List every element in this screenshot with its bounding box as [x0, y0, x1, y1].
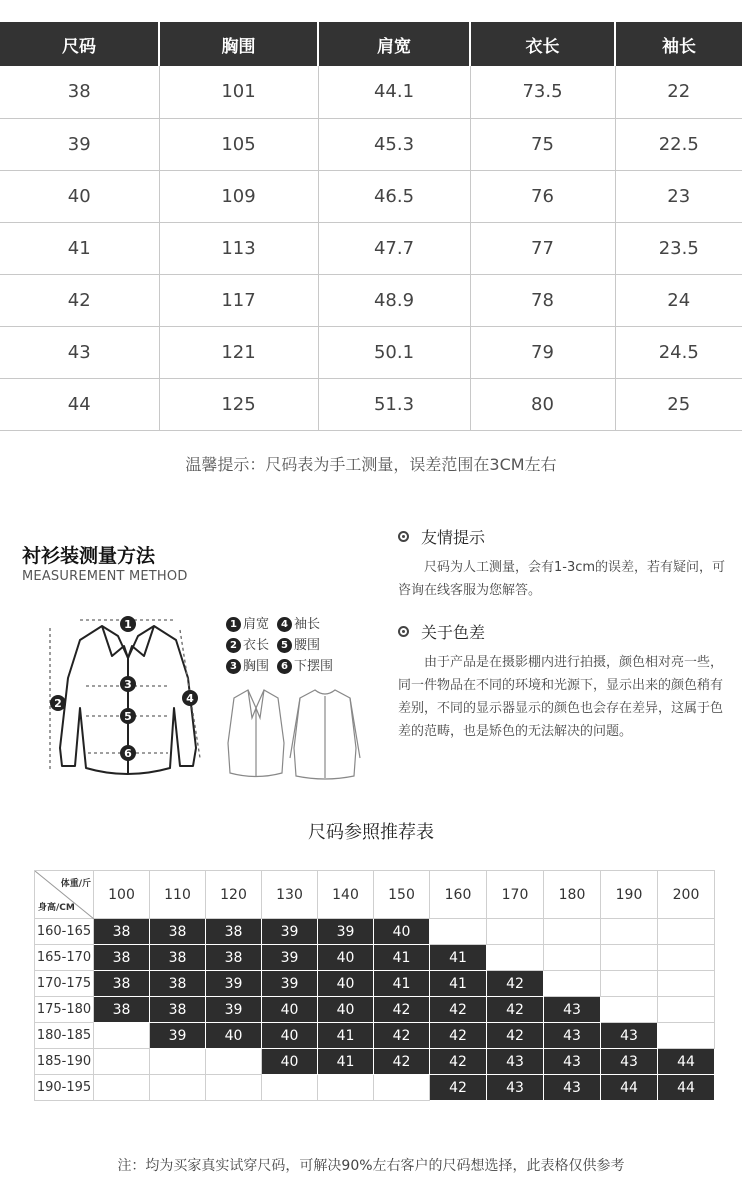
size-table-cell: 25: [615, 378, 742, 430]
recommended-size-cell: 44: [601, 1075, 658, 1101]
svg-text:6: 6: [124, 747, 132, 760]
recommended-size-cell: 39: [206, 997, 262, 1023]
empty-cell: [658, 945, 715, 971]
size-table-cell: 44: [0, 378, 159, 430]
size-table-cell: 78: [470, 274, 615, 326]
recommended-size-cell: 39: [206, 971, 262, 997]
size-table-cell: 24: [615, 274, 742, 326]
recommended-size-cell: 38: [150, 997, 206, 1023]
svg-text:3: 3: [124, 678, 132, 691]
empty-cell: [318, 1075, 374, 1101]
empty-cell: [601, 945, 658, 971]
recommended-size-cell: 42: [430, 997, 487, 1023]
recommendation-row: [35, 997, 715, 1023]
size-table-cell: 40: [0, 170, 159, 222]
weight-header-cell: 160: [430, 871, 487, 919]
note-title-color-difference: 关于色差: [398, 620, 732, 643]
recommended-size-cell: 43: [601, 1023, 658, 1049]
svg-text:2: 2: [54, 697, 62, 710]
size-table-cell: 80: [470, 378, 615, 430]
recommendation-row: [35, 919, 715, 945]
recommended-size-cell: 43: [544, 1049, 601, 1075]
size-table-cell: 22: [615, 66, 742, 118]
recommended-size-cell: 42: [374, 1049, 430, 1075]
weight-header-cell: 190: [601, 871, 658, 919]
recommended-size-cell: 38: [94, 997, 150, 1023]
recommended-size-cell: 41: [318, 1023, 374, 1049]
legend-item: 4 袖长: [277, 614, 320, 635]
recommended-size-cell: 42: [487, 1023, 544, 1049]
size-table: [0, 22, 742, 431]
size-table-row: [0, 378, 742, 430]
recommended-size-cell: 38: [150, 971, 206, 997]
notes-section: [398, 525, 732, 743]
size-table-row: [0, 170, 742, 222]
recommended-size-cell: 40: [318, 945, 374, 971]
size-table-cell: 46.5: [318, 170, 470, 222]
recommended-size-cell: 41: [430, 971, 487, 997]
recommended-size-cell: 41: [374, 971, 430, 997]
empty-cell: [150, 1049, 206, 1075]
size-table-cell: 23: [615, 170, 742, 222]
empty-cell: [94, 1075, 150, 1101]
size-table-cell: 42: [0, 274, 159, 326]
size-table-row: [0, 274, 742, 326]
note-body-friendly-tip: 尺码为人工测量，会有1-3cm的误差，若有疑问，可咨询在线客服为您解答。: [398, 560, 726, 598]
header-sleeve: 袖长: [615, 22, 742, 66]
recommendation-row: [35, 945, 715, 971]
recommended-size-cell: 43: [487, 1075, 544, 1101]
recommended-size-cell: 39: [318, 919, 374, 945]
recommended-size-cell: 42: [374, 997, 430, 1023]
size-table-cell: 24.5: [615, 326, 742, 378]
empty-cell: [658, 997, 715, 1023]
empty-cell: [658, 1023, 715, 1049]
weight-header-cell: 110: [150, 871, 206, 919]
empty-cell: [544, 945, 601, 971]
height-label-cell: 185-190: [35, 1049, 94, 1075]
legend-item: 2 衣长: [226, 635, 269, 656]
empty-cell: [601, 971, 658, 997]
size-table-row: [0, 66, 742, 118]
recommendation-row: [35, 1049, 715, 1075]
height-label-cell: 175-180: [35, 997, 94, 1023]
recommended-size-cell: 39: [150, 1023, 206, 1049]
size-table-cell: 48.9: [318, 274, 470, 326]
recommended-size-cell: 42: [430, 1049, 487, 1075]
recommended-size-cell: 43: [544, 997, 601, 1023]
size-table-cell: 101: [159, 66, 318, 118]
corner-height-label: 身高/CM: [38, 903, 75, 913]
header-length: 衣长: [470, 22, 615, 66]
weight-header-cell: 180: [544, 871, 601, 919]
size-table-row: [0, 118, 742, 170]
empty-cell: [487, 919, 544, 945]
legend-item: 6 下摆围: [277, 656, 333, 677]
recommended-size-cell: 38: [94, 971, 150, 997]
height-label-cell: 180-185: [35, 1023, 94, 1049]
legend-item: 5 腰围: [277, 635, 320, 656]
bullet-icon: [398, 626, 409, 637]
recommended-size-cell: 40: [206, 1023, 262, 1049]
recommended-size-cell: 43: [544, 1023, 601, 1049]
size-table-cell: 38: [0, 66, 159, 118]
method-title: 衬衫装测量方法: [22, 545, 156, 567]
recommended-size-cell: 38: [94, 945, 150, 971]
recommended-size-cell: 40: [374, 919, 430, 945]
size-table-cell: 51.3: [318, 378, 470, 430]
recommended-size-cell: 41: [318, 1049, 374, 1075]
size-table-header-row: [0, 22, 742, 66]
recommendation-row: [35, 971, 715, 997]
recommended-size-cell: 38: [206, 919, 262, 945]
size-table-cell: 39: [0, 118, 159, 170]
size-table-cell: 43: [0, 326, 159, 378]
bullet-icon: [398, 531, 409, 542]
svg-text:1: 1: [124, 618, 132, 631]
size-table-cell: 113: [159, 222, 318, 274]
empty-cell: [94, 1049, 150, 1075]
size-table-cell: 117: [159, 274, 318, 326]
measurement-tip: 温馨提示：尺码表为手工测量，误差范围在3CM左右: [185, 455, 557, 474]
header-size: 尺码: [0, 22, 159, 66]
note-body-color-difference: 由于产品是在摄影棚内进行拍摄，颜色相对亮一些，同一件物品在不同的环境和光源下，显示出来的颜色稍有差别，不同的显示器显示的颜色也会存在差异，这属于色差的范畴，也是矫色的无法解决的问题。: [398, 655, 724, 739]
empty-cell: [658, 971, 715, 997]
empty-cell: [544, 971, 601, 997]
recommended-size-cell: 39: [262, 945, 318, 971]
empty-cell: [262, 1075, 318, 1101]
method-subtitle: MEASUREMENT METHOD: [22, 569, 188, 584]
recommended-size-cell: 43: [601, 1049, 658, 1075]
header-shoulder: 肩宽: [318, 22, 470, 66]
empty-cell: [487, 945, 544, 971]
size-table-cell: 121: [159, 326, 318, 378]
weight-header-cell: 100: [94, 871, 150, 919]
empty-cell: [206, 1075, 262, 1101]
weight-header-cell: 130: [262, 871, 318, 919]
height-label-cell: 190-195: [35, 1075, 94, 1101]
recommendation-table: [34, 870, 715, 1101]
weight-header-cell: 140: [318, 871, 374, 919]
empty-cell: [601, 997, 658, 1023]
legend-item: 3 胸围: [226, 656, 269, 677]
recommended-size-cell: 43: [544, 1075, 601, 1101]
size-table-cell: 73.5: [470, 66, 615, 118]
recommended-size-cell: 39: [262, 971, 318, 997]
size-table-cell: 105: [159, 118, 318, 170]
size-table-cell: 47.7: [318, 222, 470, 274]
recommended-size-cell: 38: [206, 945, 262, 971]
recommended-size-cell: 40: [262, 1049, 318, 1075]
height-label-cell: 170-175: [35, 971, 94, 997]
recommended-size-cell: 40: [262, 997, 318, 1023]
recommended-size-cell: 38: [150, 945, 206, 971]
recommended-size-cell: 42: [487, 997, 544, 1023]
corner-cell: [35, 871, 94, 919]
empty-cell: [206, 1049, 262, 1075]
size-table-cell: 23.5: [615, 222, 742, 274]
empty-cell: [658, 919, 715, 945]
recommended-size-cell: 42: [430, 1075, 487, 1101]
legend-item: 1 肩宽: [226, 614, 269, 635]
recommended-size-cell: 44: [658, 1049, 715, 1075]
empty-cell: [430, 919, 487, 945]
recommended-size-cell: 44: [658, 1075, 715, 1101]
size-table-cell: 44.1: [318, 66, 470, 118]
note-title-friendly-tip: 友情提示: [398, 525, 732, 548]
recommendation-row: [35, 1075, 715, 1101]
empty-cell: [94, 1023, 150, 1049]
size-table-cell: 77: [470, 222, 615, 274]
size-table-cell: 125: [159, 378, 318, 430]
empty-cell: [374, 1075, 430, 1101]
footnote: 注：均为买家真实试穿尺码，可解决90%左右客户的尺码想选择，此表格仅供参考: [117, 1158, 625, 1174]
size-table-cell: 41: [0, 222, 159, 274]
height-label-cell: 160-165: [35, 919, 94, 945]
size-table-row: [0, 326, 742, 378]
measurement-legend: [226, 614, 333, 677]
recommended-size-cell: 40: [318, 971, 374, 997]
size-table-cell: 76: [470, 170, 615, 222]
weight-header-cell: 120: [206, 871, 262, 919]
corner-weight-label: 体重/斤: [60, 879, 91, 889]
empty-cell: [601, 919, 658, 945]
weight-header-cell: 170: [487, 871, 544, 919]
svg-text:5: 5: [124, 710, 132, 723]
size-table-cell: 79: [470, 326, 615, 378]
size-table-cell: 22.5: [615, 118, 742, 170]
size-table-row: [0, 222, 742, 274]
recommended-size-cell: 38: [150, 919, 206, 945]
weight-header-cell: 200: [658, 871, 715, 919]
empty-cell: [544, 919, 601, 945]
recommended-size-cell: 40: [318, 997, 374, 1023]
recommendation-header-row: [35, 871, 715, 919]
recommended-size-cell: 41: [374, 945, 430, 971]
recommendation-row: [35, 1023, 715, 1049]
recommended-size-cell: 41: [430, 945, 487, 971]
height-label-cell: 165-170: [35, 945, 94, 971]
size-table-cell: 109: [159, 170, 318, 222]
recommended-size-cell: 42: [430, 1023, 487, 1049]
size-table-cell: 45.3: [318, 118, 470, 170]
header-chest: 胸围: [159, 22, 318, 66]
recommended-size-cell: 42: [487, 971, 544, 997]
size-table-cell: 75: [470, 118, 615, 170]
recommended-size-cell: 43: [487, 1049, 544, 1075]
shirt-measurement-diagram: [20, 598, 400, 798]
recommendation-title: 尺码参照推荐表: [308, 822, 434, 843]
size-table-cell: 50.1: [318, 326, 470, 378]
recommended-size-cell: 42: [374, 1023, 430, 1049]
svg-text:4: 4: [186, 692, 194, 705]
weight-header-cell: 150: [374, 871, 430, 919]
recommended-size-cell: 38: [94, 919, 150, 945]
recommended-size-cell: 39: [262, 919, 318, 945]
recommended-size-cell: 40: [262, 1023, 318, 1049]
empty-cell: [150, 1075, 206, 1101]
